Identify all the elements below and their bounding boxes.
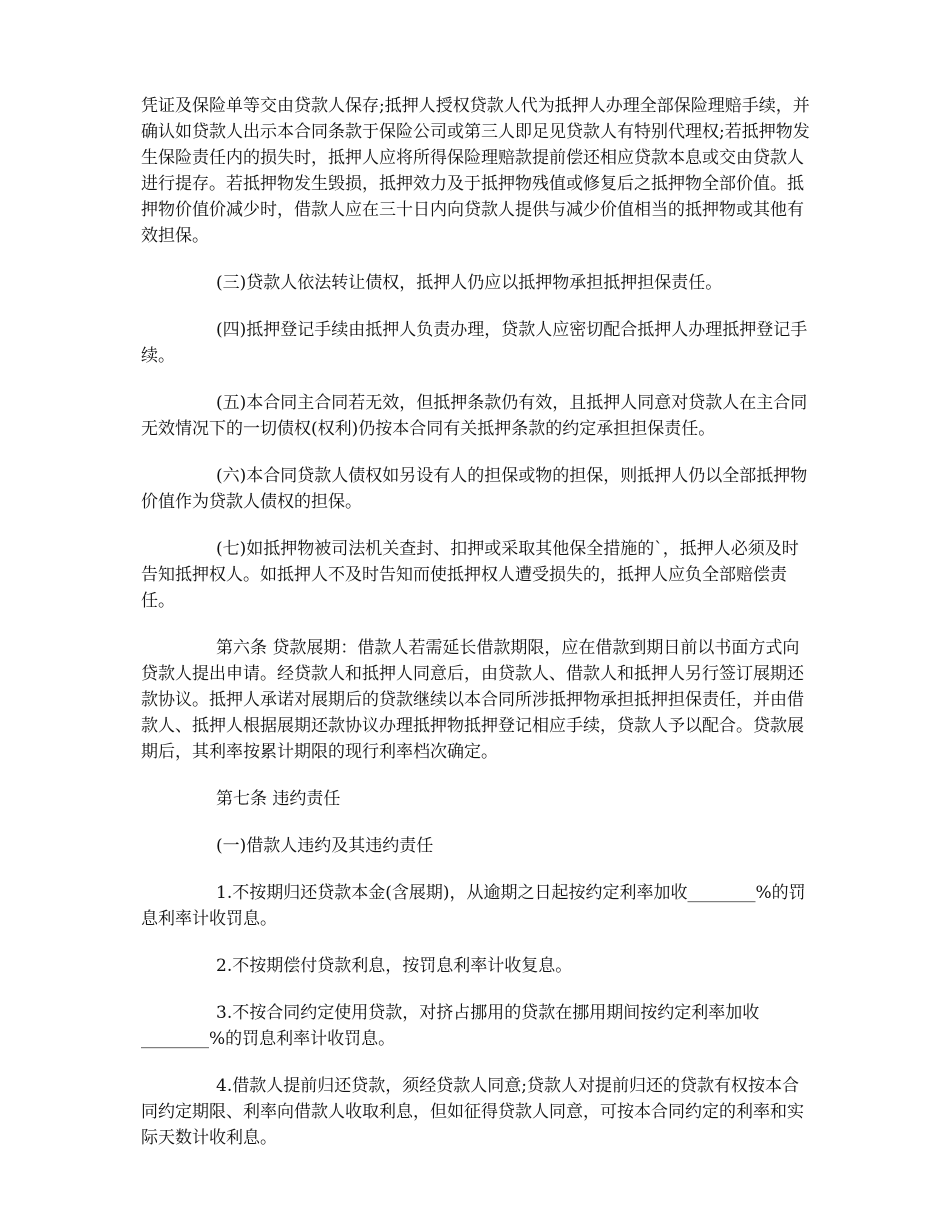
paragraph-clause-3: (三)贷款人依法转让债权，抵押人仍应以抵押物承担抵押担保责任。: [216, 273, 723, 293]
heading-article-7: 第七条 违约责任: [216, 789, 341, 809]
paragraph-insurance-clause: 凭证及保险单等交由贷款人保存;抵押人授权贷款人代为抵押人办理全部保险理赔手续，并确认如贷款人出示本合同条款于保险公司或第三人即足见贷款人有特别代理权;若抵押物发生保险责任内的损失时，抵押人应将所得保险理赔款提前偿还相应贷款本息或交由贷款人进行提存。若抵押物发生毁损，抵押效力及于抵押物残值或修复后之抵押物全部价值。抵押物价值价减少时，借款人应在三十日内向贷款人提供与减少价值相当的抵押物或其他有效担保。: [141, 96, 810, 246]
paragraph-clause-4: (四)抵押登记手续由抵押人负责办理，贷款人应密切配合抵押人办理抵押登记手续。: [141, 320, 808, 366]
paragraph-clause-7: (七)如抵押物被司法机关查封、扣押或采取其他保全措施的`，抵押人必须及时告知抵押权人。如抵押人不及时告知而使抵押权人遭受损失的，抵押人应负全部赔偿责任。: [141, 539, 799, 611]
paragraph-item-1: 1.不按期归还贷款本金(含展期)，从逾期之日起按约定利率加收________%的罚息利率计收罚息。: [141, 883, 806, 929]
subheading-borrower-default: (一)借款人违约及其违约责任: [216, 836, 434, 856]
paragraph-article-6: 第六条 贷款展期：借款人若需延长借款期限，应在借款到期日前以书面方式向贷款人提出申请。经贷款人和抵押人同意后，由贷款人、借款人和抵押人另行签订展期还款协议。抵押人承诺对展期后的贷款继续以本合同所涉抵押物承担抵押担保责任，并由借款人、抵押人根据展期还款协议办理抵押物抵押登记相应手续，贷款人予以配合。贷款展期后，其利率按累计期限的现行利率档次确定。: [141, 638, 804, 762]
paragraph-item-4: 4.借款人提前归还贷款，须经贷款人同意;贷款人对提前归还的贷款有权按本合同约定期限、利率向借款人收取利息，但如征得贷款人同意，可按本合同约定的利率和实际天数计收利息。: [141, 1076, 804, 1148]
paragraph-item-2: 2.不按期偿付贷款利息，按罚息利率计收复息。: [216, 956, 573, 976]
document-body: [141, 93, 811, 1172]
paragraph-item-3: 3.不按合同约定使用贷款，对挤占挪用的贷款在挪用期间按约定利率加收________%的罚息利率计收罚息。: [141, 1003, 760, 1049]
paragraph-clause-5: (五)本合同主合同若无效，但抵押条款仍有效，且抵押人同意对贷款人在主合同无效情况下的一切债权(权利)仍按本合同有关抵押条款的约定承担担保责任。: [141, 393, 808, 439]
paragraph-clause-6: (六)本合同贷款人债权如另设有人的担保或物的担保，则抵押人仍以全部抵押物价值作为贷款人债权的担保。: [141, 466, 808, 512]
